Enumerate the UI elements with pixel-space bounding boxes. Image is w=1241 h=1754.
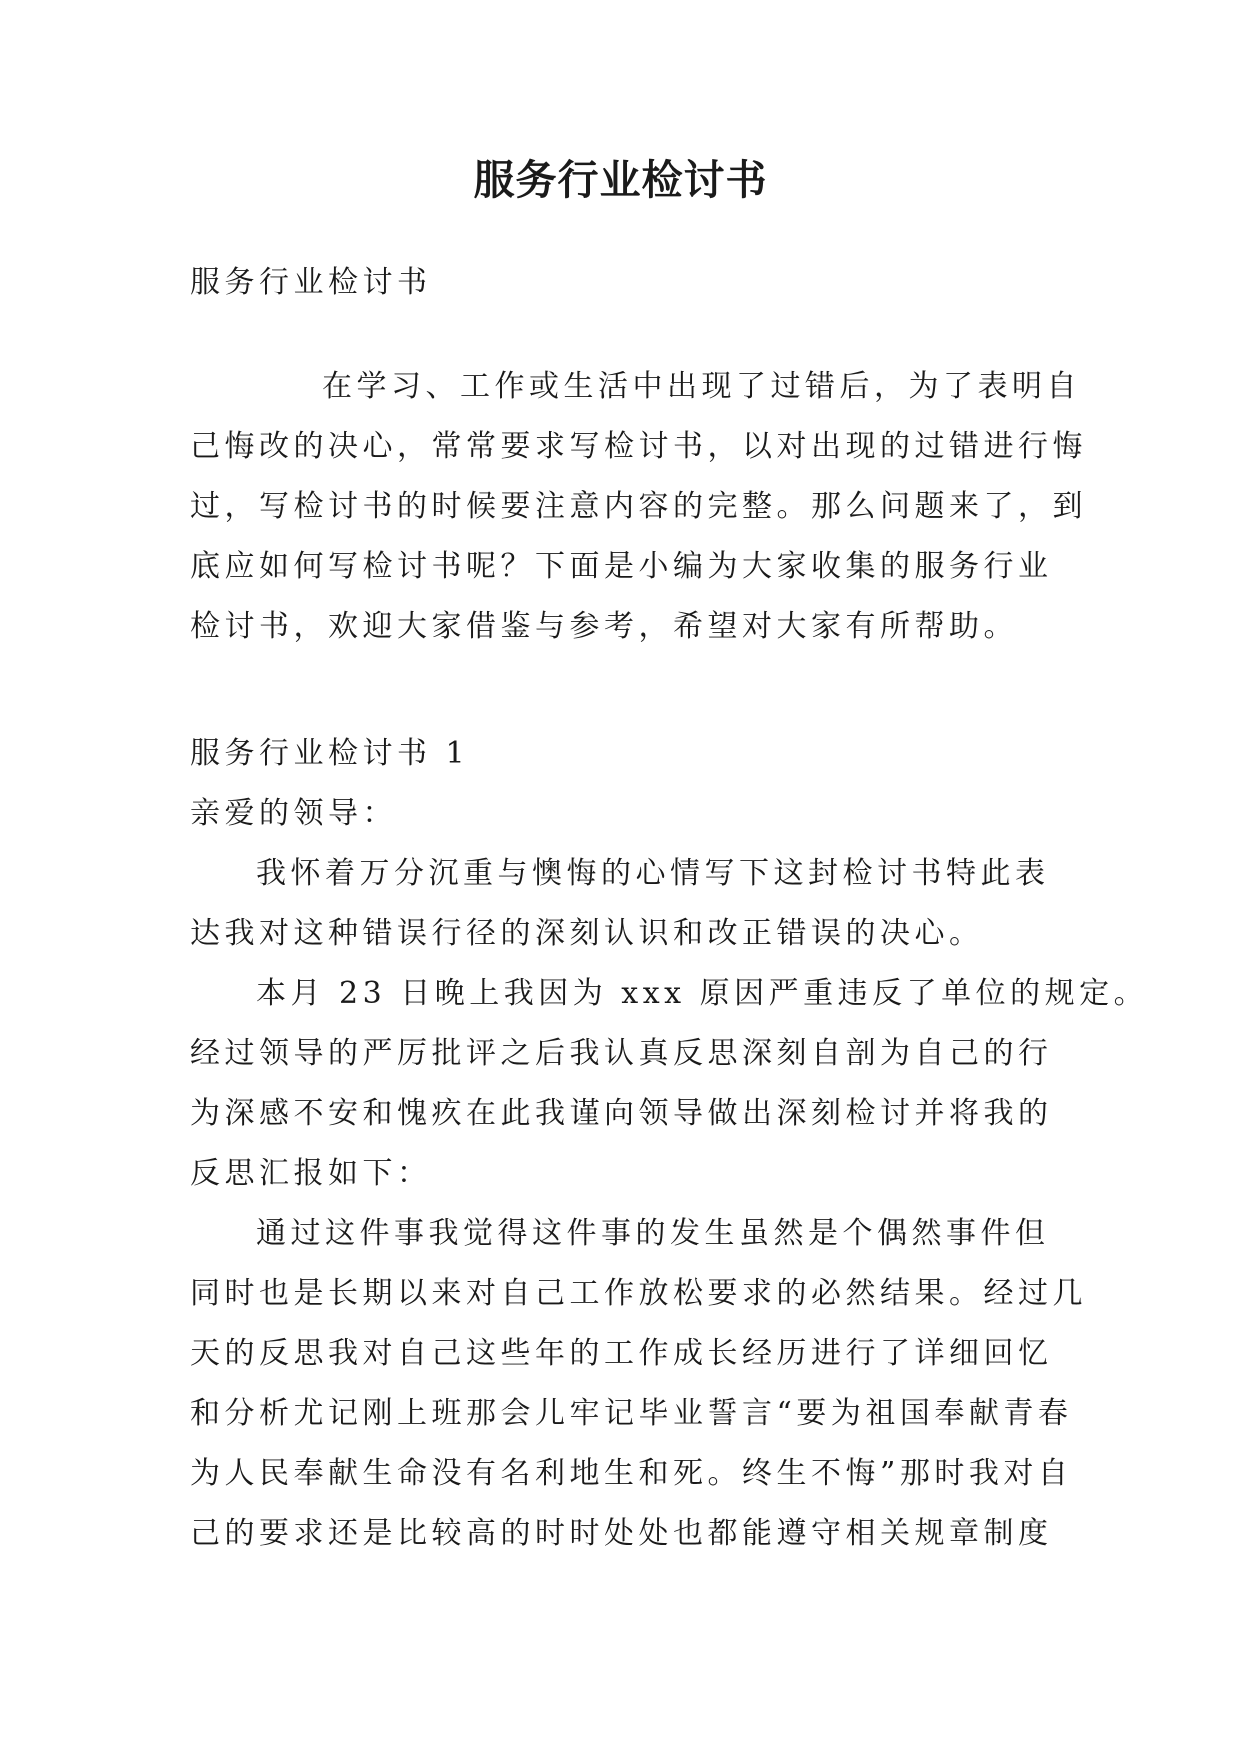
paragraph-line: 同时也是长期以来对自己工作放松要求的必然结果。经过几 — [190, 1276, 1087, 1311]
letter-body — [190, 724, 1149, 1564]
paragraph-line: 底应如何写检讨书呢？下面是小编为大家收集的服务行业 — [190, 549, 1053, 584]
intro-paragraph — [190, 357, 1087, 657]
paragraph-line: 达我对这种错误行径的深刻认识和改正错误的决心。 — [190, 916, 984, 951]
paragraph-line: 为人民奉献生命没有名利地生和死。终生不悔”那时我对自 — [190, 1456, 1073, 1491]
paragraph-line: 反思汇报如下： — [190, 1156, 432, 1191]
salutation: 亲爱的领导： — [190, 796, 397, 831]
subtitle-line: 服务行业检讨书 — [190, 265, 432, 300]
paragraph-line: 过，写检讨书的时候要注意内容的完整。那么问题来了，到 — [190, 489, 1087, 524]
paragraph-line: 本月 23 日晚上我因为 xxx 原因严重违反了单位的规定。 — [256, 976, 1149, 1011]
paragraph-line: 和分析尤记刚上班那会儿牢记毕业誓言“要为祖国奉献青春 — [190, 1396, 1073, 1431]
document-subtitle — [190, 253, 1060, 313]
paragraph-line: 经过领导的严厉批评之后我认真反思深刻自剖为自己的行 — [190, 1036, 1053, 1071]
section-heading: 服务行业检讨书 1 — [190, 736, 470, 771]
paragraph-line: 为深感不安和愧疚在此我谨向领导做出深刻检讨并将我的 — [190, 1096, 1053, 1131]
paragraph-line: 己的要求还是比较高的时时处处也都能遵守相关规章制度 — [190, 1516, 1053, 1551]
paragraph-line: 通过这件事我觉得这件事的发生虽然是个偶然事件但 — [256, 1216, 1050, 1251]
paragraph-line: 检讨书，欢迎大家借鉴与参考，希望对大家有所帮助。 — [190, 609, 1018, 644]
paragraph-line: 己悔改的决心，常常要求写检讨书，以对出现的过错进行悔 — [190, 429, 1087, 464]
paragraph-line: 我怀着万分沉重与懊悔的心情写下这封检讨书特此表 — [256, 856, 1050, 891]
page-title: 服务行业检讨书 — [473, 156, 768, 204]
paragraph-line: 在学习、工作或生活中出现了过错后，为了表明自 — [322, 369, 1081, 404]
paragraph-line: 天的反思我对自己这些年的工作成长经历进行了详细回忆 — [190, 1336, 1053, 1371]
